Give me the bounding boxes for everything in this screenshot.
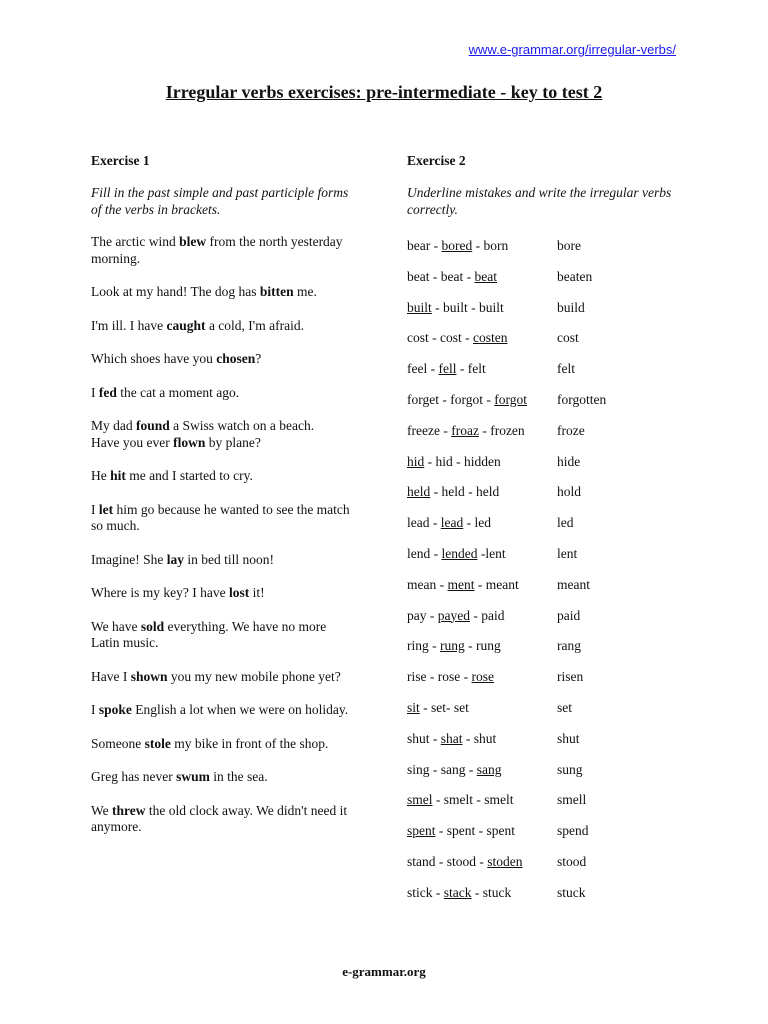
sentence-text: We [91,802,113,818]
sentence [91,669,351,686]
sentence-text: We have [91,618,141,634]
sentence [91,351,351,368]
verb-row [407,854,707,885]
underlined-mistake: rung [440,638,465,654]
sentence [91,702,351,719]
separator: - [464,484,476,500]
correct-verb: sung [557,761,583,777]
verb-row [407,269,707,300]
verb-row [407,762,707,793]
verb-forms [407,361,486,377]
verb-row [407,669,707,700]
verb-form: meant [485,576,519,592]
underlined-mistake: ment [447,576,475,592]
verb-form: bear [407,238,431,253]
sentence [91,736,351,753]
separator: - [435,823,447,839]
verb-forms [407,330,508,346]
sentence [91,435,351,452]
separator: - [476,853,488,869]
verb-answer: spoke [98,702,132,717]
correct-verb: set [557,699,572,715]
verb-form: freeze [407,422,440,438]
sentence [91,418,351,435]
verb-form: lend [407,545,431,561]
exercise-1-heading: Exercise 1 [91,153,150,168]
underlined-mistake: spent [407,823,436,839]
separator: - [429,515,441,531]
verb-form: rise [407,669,427,685]
verb-answer: flown [173,434,206,450]
verb-forms [407,300,504,316]
separator: - [427,361,439,377]
verb-row [407,515,707,546]
separator: - [439,422,452,438]
sentence-text: I [91,501,99,517]
verb-row [407,300,707,331]
sentence-text: Someone [91,735,145,751]
verb-answer: bitten [259,284,294,299]
exercise-1-sentences [91,234,354,836]
verb-forms [407,392,527,408]
verb-form: lent [485,545,506,561]
verb-forms [407,546,506,562]
verb-row [407,423,707,454]
sentence-text: in the sea. [209,769,268,784]
correct-verb: rang [557,638,581,654]
verb-form: forgot [450,391,483,407]
underlined-mistake: fell [438,361,457,377]
separator: - [463,515,475,531]
verb-form: cost [407,330,429,346]
verb-answer: chosen [216,351,256,366]
sentence-text: Greg has never [91,769,177,784]
verb-form: built [443,299,468,315]
underlined-mistake: sang [476,761,502,777]
verb-form: stick [407,884,433,900]
correct-verb: cost [557,330,579,346]
verb-row [407,731,707,762]
verb-form: felt [467,361,486,377]
sentence-text: by plane? [205,434,261,450]
verb-form: rose [437,669,461,685]
verb-forms [407,238,508,254]
separator: - [461,330,473,346]
underlined-mistake: shat [440,730,463,746]
sentence-text: Which shoes have you [91,351,217,366]
verb-row [407,885,707,916]
verb-form: held [441,484,465,500]
sentence-text: you my new mobile phone yet? [167,668,341,684]
verb-answer: lay [166,551,184,567]
verb-form: forget [407,391,439,407]
underlined-mistake: smel [407,792,433,808]
separator: - [469,607,482,623]
verb-row [407,546,707,577]
verb-answer: caught [166,317,206,333]
correct-verb: forgotten [557,391,607,407]
separator: - [452,453,465,469]
separator: - [474,576,486,592]
verb-forms [407,854,523,870]
verb-form: hidden [464,453,501,469]
underlined-mistake: rose [471,669,494,685]
verb-form: cost [440,330,462,346]
verb-forms [407,700,469,716]
verb-answer: sold [140,618,165,634]
sentence-text: Look at my hand! The dog has [91,284,260,299]
correct-verb: meant [557,576,590,592]
correct-verb: lent [557,545,578,561]
verb-forms [407,515,491,531]
sentence-text: a cold, I'm afraid. [205,317,304,333]
verb-row [407,392,707,423]
separator: - [460,669,472,685]
verb-answer: shown [130,668,168,684]
separator: - [471,884,483,900]
separator: - [430,484,442,500]
separator: - [430,545,442,561]
correct-verb: spend [557,823,589,839]
verb-answer: blew [179,234,207,249]
verb-forms [407,577,519,593]
separator: - [429,730,441,746]
verb-answer: fed [98,384,117,400]
verb-forms [407,731,496,747]
verb-forms [407,823,515,839]
verb-row [407,238,707,269]
sentence-text: the cat a moment ago. [116,384,240,400]
underlined-mistake: beat [474,268,497,284]
verb-form: sang [440,761,466,777]
correct-verb: stuck [557,884,586,900]
sentence [91,318,351,335]
verb-row [407,608,707,639]
separator: - [464,638,476,654]
correct-verb: bore [557,238,581,253]
exercise-2-rows [407,238,707,916]
verb-form: born [483,238,509,253]
verb-form: set [453,699,469,715]
verb-form: ring [407,638,429,654]
exercise-1 [91,152,354,836]
sentence [91,385,351,402]
verb-form: beat [407,268,430,284]
separator: - [428,330,440,346]
sentence-text: I [91,384,99,400]
verb-answer: lost [228,585,250,600]
sentence [91,501,354,535]
sentence-text: He [91,468,111,483]
verb-forms [407,762,502,778]
underlined-mistake: payed [437,607,470,623]
underlined-mistake: held [407,484,431,500]
sentence-text: me. [293,284,317,299]
verb-forms [407,885,511,901]
page-title: Irregular verbs exercises: pre-intermediate - key to test 2 [165,82,603,102]
verb-forms [407,484,499,500]
correct-verb: stood [557,853,587,869]
verb-row [407,577,707,608]
correct-verb: risen [557,669,584,685]
separator: - [483,391,495,407]
separator: - [424,453,436,469]
verb-answer: let [98,501,114,517]
correct-verb: build [557,299,585,315]
verb-form: paid [481,607,505,623]
underlined-mistake: costen [473,330,508,346]
verb-forms [407,792,514,808]
site-link[interactable]: www.e-grammar.org/irregular-verbs/ [468,42,676,57]
sentence-text: in bed till noon! [184,551,274,567]
separator: - [429,761,441,777]
verb-form: feel [407,361,428,377]
verb-form: rung [476,638,501,654]
verb-row [407,484,707,515]
sentence-text: Where is my key? I have [91,585,229,600]
underlined-mistake: lead [440,515,464,531]
verb-row [407,361,707,392]
sentence-text: a Swiss watch on a beach. [169,418,315,433]
sentence-text: The arctic wind [91,234,180,249]
separator: - [446,699,454,715]
underlined-mistake: forgot [494,391,527,407]
separator: - [475,823,487,839]
verb-forms [407,454,501,470]
sentence [91,769,351,786]
sentence [91,585,351,602]
verb-form: built [479,299,504,315]
verb-answer: found [136,418,170,433]
verb-forms [407,608,504,624]
verb-form: beat [440,268,464,284]
correct-verb: beaten [557,268,593,284]
verb-form: frozen [490,422,525,438]
sentence-text: it! [249,585,265,600]
verb-form: lead [407,515,430,531]
sentence [91,552,351,569]
verb-form: sing [407,761,430,777]
separator: - [431,299,444,315]
separator: - [428,638,440,654]
sentence-text: Have you ever [91,434,174,450]
verb-form: set [431,699,447,715]
exercise-2-heading: Exercise 2 [407,153,466,168]
verb-form: pay [407,607,427,623]
separator: - [463,268,475,284]
underlined-mistake: built [407,299,432,315]
verb-row [407,638,707,669]
sentence-text: him go because he wanted to see the match so much. [91,501,354,533]
separator: - [426,607,438,623]
correct-verb: hide [557,453,581,469]
verb-answer: swum [176,769,210,784]
correct-verb: hold [557,484,582,500]
separator: - [419,699,432,715]
verb-answer: stole [144,735,171,751]
separator: - [432,792,444,808]
sentence-text: English a lot when we were on holiday. [131,702,349,717]
footer-site-name: e-grammar.org [342,964,426,979]
sentence [91,468,351,485]
verb-form: spent [486,823,515,839]
verb-form: stood [446,853,477,869]
sentence [91,803,351,836]
sentence-text: from the north yesterday morning. [91,234,346,266]
correct-verb: froze [557,422,585,438]
sentence [91,619,351,652]
separator: - [467,299,480,315]
verb-form: held [476,484,500,500]
sentence-text: I'm ill. I have [91,317,167,333]
underlined-mistake: sit [407,699,420,715]
verb-form: led [474,515,491,531]
verb-form: stand [407,853,436,869]
sentence-text: I [91,702,99,717]
underlined-mistake: froaz [451,422,479,438]
correct-verb: smell [557,792,587,808]
exercise-2-instruction: Underline mistakes and write the irregular verbs correctly. [407,185,672,217]
separator: - [462,730,474,746]
separator: - [472,238,484,253]
verb-form: mean [407,576,437,592]
underlined-mistake: stack [443,884,472,900]
underlined-mistake: lended [441,545,478,561]
separator: - [435,853,447,869]
verb-row [407,454,707,485]
correct-verb: felt [557,361,575,377]
verb-row [407,792,707,823]
sentence-text: ? [255,351,262,366]
verb-answer: threw [112,802,146,818]
verb-form: smelt [443,792,473,808]
verb-forms [407,269,497,285]
sentence-text: my bike in front of the shop. [170,735,329,751]
sentence-text: My dad [91,418,136,433]
sentence [91,234,351,267]
verb-form: hid [435,453,453,469]
separator: - [465,761,477,777]
correct-verb: led [557,515,574,531]
verb-row [407,700,707,731]
verb-forms [407,423,525,439]
sentence-text: Have I [91,668,131,684]
verb-row [407,330,707,361]
verb-forms [407,638,501,654]
separator: - [432,884,444,900]
separator: - [456,361,468,377]
separator: - [477,545,486,561]
separator: - [439,391,451,407]
exercise-1-instruction: Fill in the past simple and past participle forms of the verbs in brackets. [91,185,349,217]
verb-answer: hit [110,468,126,483]
separator: - [436,576,448,592]
underlined-mistake: hid [407,453,425,469]
correct-verb: paid [557,607,581,623]
verb-form: smelt [484,792,514,808]
sentence-text: Imagine! She [91,551,167,567]
verb-forms [407,669,494,685]
verb-form: shut [407,730,430,746]
underlined-mistake: stoden [487,853,523,869]
verb-row [407,823,707,854]
correct-verb: shut [557,730,580,746]
exercise-2 [407,152,707,916]
verb-form: spent [446,823,476,839]
separator: - [429,268,441,284]
sentence-text: everything. We have no more Latin music. [91,618,330,650]
separator: - [430,238,442,253]
separator: - [473,792,485,808]
separator: - [478,422,491,438]
sentence [91,284,351,301]
verb-form: stuck [482,884,512,900]
sentence-text: me and I started to cry. [125,468,253,483]
sentence-text: the old clock away. We didn't need it anymore. [91,802,351,834]
verb-form: shut [473,730,497,746]
underlined-mistake: bored [441,238,473,253]
separator: - [426,669,438,685]
